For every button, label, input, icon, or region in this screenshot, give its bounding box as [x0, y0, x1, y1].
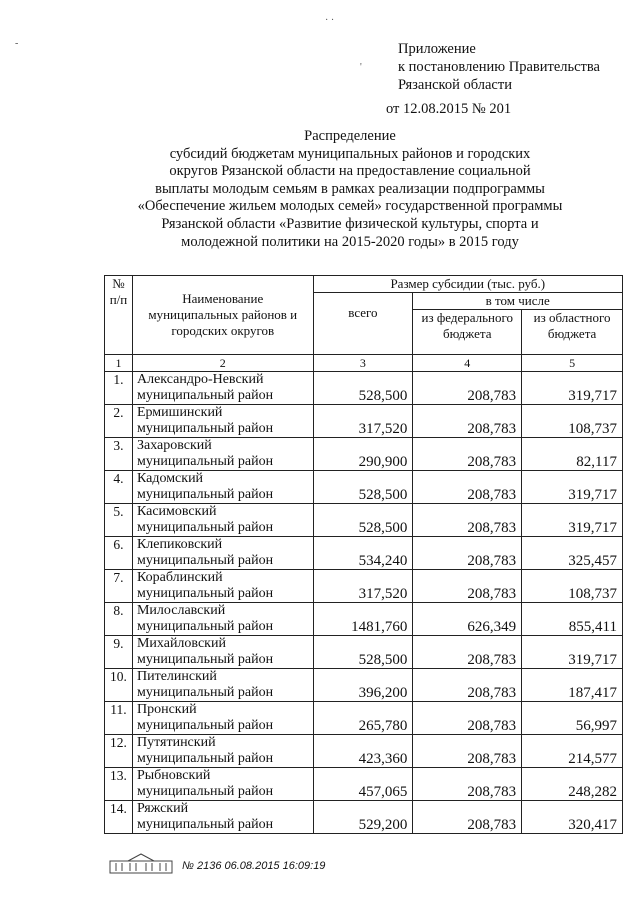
value-regional: 855,411	[522, 603, 623, 636]
appendix-line-1: Приложение	[398, 41, 476, 57]
value-regional: 320,417	[522, 801, 623, 834]
title-line-7: молодежной политики на 2015-2020 годы» в 2015 году	[181, 233, 519, 250]
scan-mark: · ·	[325, 15, 335, 26]
value-federal: 208,783	[413, 702, 522, 735]
title-line-3: округов Рязанской области на предоставление социальной	[169, 163, 531, 180]
title-line-1: Распределение	[304, 128, 396, 144]
table-row	[105, 537, 623, 570]
row-number: 9.	[105, 636, 133, 669]
district-name-line-2: муниципальный район	[136, 454, 274, 469]
appendix-block	[386, 40, 630, 118]
district-name-line-1: Александро-Невский	[136, 372, 264, 387]
value-regional: 214,577	[522, 735, 623, 768]
value-federal: 208,783	[413, 438, 522, 471]
title-line-2: субсидий бюджетам муниципальных районов и городских	[169, 145, 531, 162]
row-number: 5.	[105, 504, 133, 537]
table-row	[105, 735, 623, 768]
value-regional: 325,457	[522, 537, 623, 570]
district-name	[132, 768, 313, 801]
row-number: 13.	[105, 768, 133, 801]
row-number: 7.	[105, 570, 133, 603]
colnum-4: 4	[413, 355, 522, 372]
district-name-line-2: муниципальный район	[136, 487, 274, 502]
row-number: 14.	[105, 801, 133, 834]
appendix-line-2: к постановлению Правительства	[398, 59, 600, 75]
district-name-line-1: Рыбновский	[136, 768, 211, 783]
row-number: 12.	[105, 735, 133, 768]
value-federal: 208,783	[413, 504, 522, 537]
value-total: 290,900	[313, 438, 413, 471]
value-federal: 208,783	[413, 768, 522, 801]
value-total: 534,240	[313, 537, 413, 570]
table-row	[105, 669, 623, 702]
header-size: Размер субсидии (тыс. руб.)	[313, 276, 622, 293]
colnum-3: 3	[313, 355, 413, 372]
district-name-line-1: Захаровский	[136, 438, 212, 453]
title-line-5: «Обеспечение жильем молодых семей» государственной программы	[137, 198, 563, 215]
district-name-line-2: муниципальный район	[136, 520, 274, 535]
district-name-line-1: Касимовский	[136, 504, 217, 519]
value-federal: 208,783	[413, 405, 522, 438]
value-federal: 208,783	[413, 471, 522, 504]
value-federal: 208,783	[413, 537, 522, 570]
district-name	[132, 702, 313, 735]
header-num: № п/п	[105, 276, 133, 355]
value-federal: 208,783	[413, 801, 522, 834]
value-regional: 82,117	[522, 438, 623, 471]
appendix-line-4: от 12.08.2015 № 201	[386, 101, 512, 117]
value-total: 529,200	[313, 801, 413, 834]
value-total: 396,200	[313, 669, 413, 702]
district-name-line-2: муниципальный район	[136, 685, 274, 700]
district-name	[132, 438, 313, 471]
district-name-line-2: муниципальный район	[136, 619, 274, 634]
value-regional: 319,717	[522, 504, 623, 537]
value-total: 528,500	[313, 504, 413, 537]
title-line-6: Рязанской области «Развитие физической культуры, спорта и	[161, 215, 539, 232]
district-name	[132, 405, 313, 438]
appendix-line-3: Рязанской области	[398, 77, 512, 93]
district-name-line-1: Михайловский	[136, 636, 226, 651]
value-total: 528,500	[313, 372, 413, 405]
value-regional: 108,737	[522, 570, 623, 603]
district-name-line-2: муниципальный район	[136, 553, 274, 568]
district-name	[132, 471, 313, 504]
district-name-line-1: Милославский	[136, 603, 226, 618]
district-name-line-2: муниципальный район	[136, 817, 274, 832]
title-line-4: выплаты молодым семьям в рамках реализации подпрограммы	[155, 180, 545, 197]
district-name-line-1: Ермишинский	[136, 405, 223, 420]
value-total: 457,065	[313, 768, 413, 801]
value-total: 317,520	[313, 570, 413, 603]
value-federal: 208,783	[413, 669, 522, 702]
table-row	[105, 438, 623, 471]
subsidy-table	[104, 275, 623, 834]
table-row	[105, 603, 623, 636]
district-name	[132, 603, 313, 636]
table-row	[105, 768, 623, 801]
district-name-line-2: муниципальный район	[136, 421, 274, 436]
row-number: 10.	[105, 669, 133, 702]
district-name	[132, 570, 313, 603]
value-total: 317,520	[313, 405, 413, 438]
district-name	[132, 372, 313, 405]
scan-mark: '	[360, 62, 362, 73]
district-name-line-1: Пителинский	[136, 669, 217, 684]
value-total: 1481,760	[313, 603, 413, 636]
district-name	[132, 537, 313, 570]
district-name-line-1: Ряжский	[136, 801, 189, 816]
district-name-line-2: муниципальный район	[136, 586, 274, 601]
district-name-line-1: Клепиковский	[136, 537, 223, 552]
district-name	[132, 636, 313, 669]
scan-mark: -	[15, 38, 19, 49]
header-regional: из областного бюджета	[522, 310, 623, 355]
row-number: 6.	[105, 537, 133, 570]
district-name	[132, 504, 313, 537]
header-name: Наименование муниципальных районов и городских округов	[132, 276, 313, 355]
value-federal: 208,783	[413, 735, 522, 768]
government-building-icon	[108, 852, 174, 879]
value-regional: 56,997	[522, 702, 623, 735]
footer	[108, 852, 325, 879]
district-name	[132, 801, 313, 834]
colnum-1: 1	[105, 355, 133, 372]
district-name	[132, 735, 313, 768]
district-name-line-1: Пронский	[136, 702, 197, 717]
row-number: 1.	[105, 372, 133, 405]
table-row	[105, 636, 623, 669]
colnum-2: 2	[132, 355, 313, 372]
row-number: 2.	[105, 405, 133, 438]
table-row	[105, 702, 623, 735]
header-total: всего	[313, 293, 413, 355]
row-number: 3.	[105, 438, 133, 471]
district-name-line-2: муниципальный район	[136, 784, 274, 799]
value-federal: 208,783	[413, 570, 522, 603]
district-name-line-2: муниципальный район	[136, 652, 274, 667]
table-row	[105, 405, 623, 438]
value-total: 265,780	[313, 702, 413, 735]
registration-stamp: № 2136 06.08.2015 16:09:19	[182, 859, 326, 872]
value-regional: 319,717	[522, 471, 623, 504]
colnum-5: 5	[522, 355, 623, 372]
value-total: 528,500	[313, 636, 413, 669]
value-regional: 108,737	[522, 405, 623, 438]
district-name	[132, 669, 313, 702]
district-name-line-2: муниципальный район	[136, 751, 274, 766]
table-row	[105, 471, 623, 504]
district-name-line-2: муниципальный район	[136, 718, 274, 733]
value-federal: 208,783	[413, 372, 522, 405]
value-total: 423,360	[313, 735, 413, 768]
value-total: 528,500	[313, 471, 413, 504]
header-incl: в том числе	[413, 293, 623, 310]
district-name-line-1: Кораблинский	[136, 570, 223, 585]
table-row	[105, 504, 623, 537]
district-name-line-1: Кадомский	[136, 471, 204, 486]
row-number: 4.	[105, 471, 133, 504]
value-federal: 626,349	[413, 603, 522, 636]
district-name-line-2: муниципальный район	[136, 388, 274, 403]
header-federal: из федерального бюджета	[413, 310, 522, 355]
row-number: 8.	[105, 603, 133, 636]
table-row	[105, 801, 623, 834]
value-federal: 208,783	[413, 636, 522, 669]
value-regional: 248,282	[522, 768, 623, 801]
row-number: 11.	[105, 702, 133, 735]
district-name-line-1: Путятинский	[136, 735, 216, 750]
document-title	[120, 128, 580, 251]
value-regional: 319,717	[522, 372, 623, 405]
table-row	[105, 570, 623, 603]
value-regional: 187,417	[522, 669, 623, 702]
value-regional: 319,717	[522, 636, 623, 669]
table-row	[105, 372, 623, 405]
